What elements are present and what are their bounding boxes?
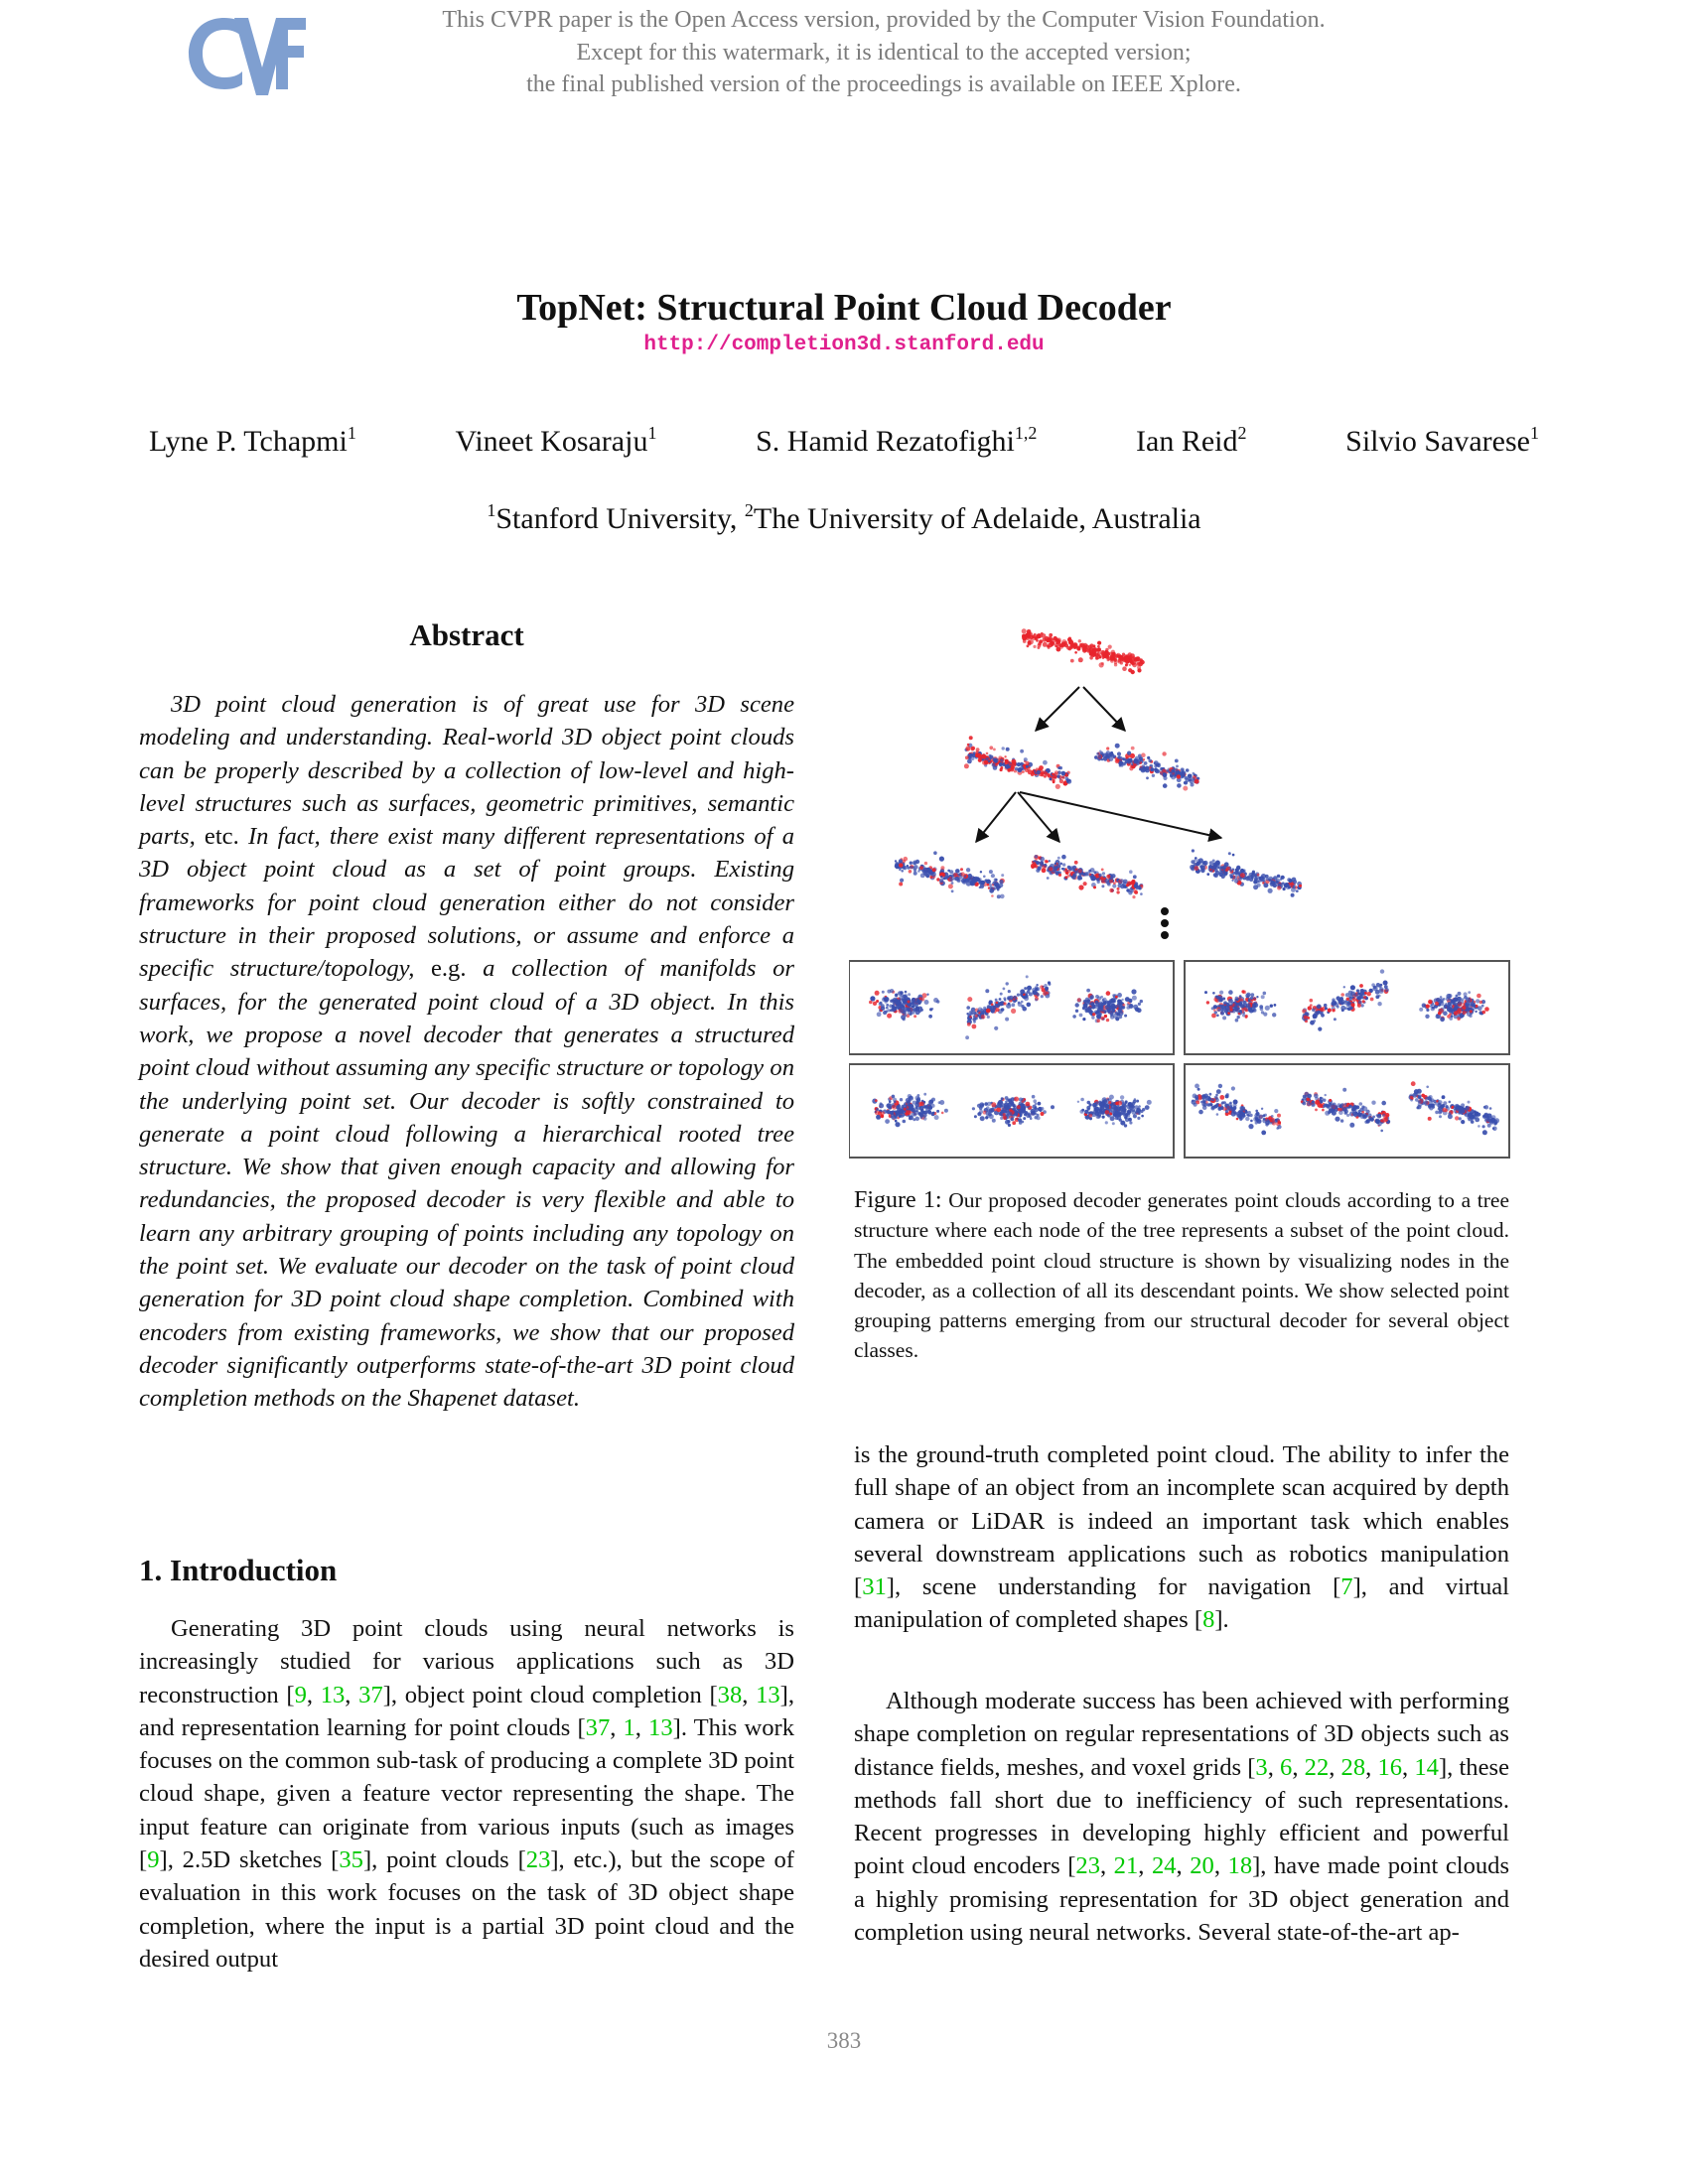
leaf-point-cloud bbox=[1190, 849, 1302, 896]
table-point-cloud bbox=[1419, 991, 1489, 1022]
citation-link[interactable]: 37 bbox=[358, 1681, 383, 1708]
cvf-logo bbox=[185, 12, 308, 97]
tree-edge-arrow bbox=[1036, 687, 1079, 731]
citation-link[interactable]: 21 bbox=[1113, 1852, 1139, 1880]
citation-link[interactable]: 8 bbox=[1202, 1606, 1215, 1634]
airplane-point-cloud bbox=[1301, 1088, 1390, 1133]
citation-link[interactable]: 16 bbox=[1377, 1753, 1403, 1781]
car-point-cloud bbox=[1077, 1095, 1152, 1128]
abstract-heading: Abstract bbox=[409, 617, 524, 652]
leaf-point-cloud bbox=[895, 851, 1005, 898]
node-point-cloud bbox=[1094, 744, 1199, 791]
figure-1-caption: Figure 1: Our proposed decoder generates point clouds according to a tree structure where each node of the tree represents a subset of the point cloud. The embedded point cloud structure is shown by visualizing nodes in the decoder, as a collection of all its descendant points. We show selected point grouping patterns emerging from our structural decoder for several object classes. bbox=[854, 1187, 1509, 1363]
citation-link[interactable]: 23 bbox=[1075, 1852, 1100, 1880]
tree-edge-arrow bbox=[1083, 687, 1125, 731]
airplane-point-cloud bbox=[1409, 1081, 1500, 1135]
table-point-cloud bbox=[1072, 989, 1143, 1023]
open-access-watermark bbox=[377, 4, 1390, 101]
citation-link[interactable]: 24 bbox=[1151, 1852, 1177, 1880]
intro-paragraph: Generating 3D point clouds using neural networks is increasingly studied for various applications such as 3D reconstruction [9, 13, 37], object point cloud completion [38, 13], and representation learning for point clouds [37, 1, 13]. This work focuses on the common sub-task of producing a complete 3D point cloud shape, given a feature vector representing the shape. The input feature can originate from various inputs (such as images [9], 2.5D sketches [35], point clouds [23], etc.), but the scope of evaluation in this work focuses on the task of 3D object shape completion, where the input is a partial 3D point cloud and the desired output bbox=[139, 1615, 795, 1973]
paper-title: TopNet: Structural Point Cloud Decoder bbox=[516, 287, 1172, 329]
citation-link[interactable]: 9 bbox=[294, 1681, 307, 1708]
citation-link[interactable]: 13 bbox=[320, 1681, 346, 1708]
author-list bbox=[149, 425, 1539, 459]
author: S. Hamid Rezatofighi$^{1,2}$ bbox=[756, 423, 1038, 458]
citation-link[interactable]: 35 bbox=[339, 1846, 363, 1874]
citation-link[interactable]: 28 bbox=[1340, 1753, 1366, 1781]
root-point-cloud bbox=[1022, 628, 1145, 674]
citation-link[interactable]: 13 bbox=[648, 1713, 673, 1741]
citation-link[interactable]: 20 bbox=[1190, 1852, 1214, 1880]
leaf-point-cloud bbox=[1031, 855, 1143, 898]
ellipsis-dots bbox=[1161, 907, 1169, 939]
citation-link[interactable]: 31 bbox=[862, 1573, 887, 1601]
citation-link[interactable]: 7 bbox=[1340, 1573, 1353, 1601]
watermark-line-1: This CVPR paper is the Open Access version, provided by the Computer Vision Foundation. bbox=[442, 7, 1326, 33]
citation-link[interactable]: 38 bbox=[717, 1681, 743, 1708]
airplane-point-cloud bbox=[1192, 1084, 1282, 1136]
citation-link[interactable]: 6 bbox=[1280, 1753, 1293, 1781]
watermark-line-3: the final published version of the proceedings is available on IEEE Xplore. bbox=[526, 71, 1241, 97]
project-url[interactable]: http://completion3d.stanford.edu bbox=[643, 334, 1045, 356]
table-point-cloud bbox=[1302, 969, 1389, 1030]
author: Lyne P. Tchapmi$^1$ bbox=[149, 423, 356, 458]
car-point-cloud bbox=[872, 1093, 948, 1128]
right-column-paragraph: is the ground-truth completed point cloud. The ability to infer the full shape of an object from an incomplete scan acquired by depth camera or LiDAR is indeed an important task which enables several downstream applications such as robotics manipulation [31], scene understanding for navigation [7], and virtual manipulation of completed shapes [8]. bbox=[854, 1441, 1510, 1634]
author: Silvio Savarese$^1$ bbox=[1345, 423, 1539, 458]
author: Ian Reid$^2$ bbox=[1136, 423, 1247, 458]
right-column-paragraph: Although moderate success has been achieved with performing shape completion on regular representations of 3D objects such as distance fields, meshes, and voxel grids [3, 6, 22, 28, 16, 14], these methods fall short due to inefficiency of such representations. Recent progresses in developing highly efficient and powerful point cloud encoders [23, 21, 24, 20, 18], have made point clouds a highly promising representation for 3D object generation and completion using neural networks. Several state-of-the-art ap- bbox=[854, 1688, 1510, 1947]
section-heading-introduction: 1. Introduction bbox=[139, 1553, 338, 1587]
citation-link[interactable]: 1 bbox=[623, 1713, 635, 1741]
citation-link[interactable]: 3 bbox=[1255, 1753, 1268, 1781]
citation-link[interactable]: 9 bbox=[147, 1846, 160, 1874]
watermark-line-2: Except for this watermark, it is identical to the accepted version; bbox=[576, 39, 1192, 66]
citation-link[interactable]: 37 bbox=[585, 1713, 611, 1741]
citation-link[interactable]: 13 bbox=[756, 1681, 780, 1708]
citation-link[interactable]: 22 bbox=[1304, 1753, 1330, 1781]
affiliations: $^1$Stanford University, $^2$The University of Adelaide, Australia bbox=[487, 500, 1201, 535]
page-number: 383 bbox=[826, 2028, 862, 2053]
tree-edge-arrow bbox=[976, 792, 1016, 842]
table-point-cloud bbox=[1204, 990, 1276, 1022]
citation-link[interactable]: 14 bbox=[1414, 1753, 1439, 1781]
node-point-cloud bbox=[964, 736, 1071, 789]
author: Vineet Kosaraju$^1$ bbox=[455, 423, 657, 458]
abstract-text: 3D point cloud generation is of great use for 3D scene modeling and understanding. Real-world 3D object point clouds can be properly described by a collection of low-level and high-level structures such as surfaces, geometric primitives, semantic parts, etc. In fact, there exist many different representations of a 3D object point cloud as a set of point groups. Existing frameworks for point cloud generation either do not consider structure in their proposed solutions, or assume and enforce a specific structure/topology, e.g. a collection of manifolds or surfaces, for the generated point cloud of a 3D object. In this work, we propose a novel decoder that generates a structured point cloud without assuming any specific structure or topology on the underlying point set. Our decoder is softly constrained to generate a point cloud following a hierarchical rooted tree structure. We show that given enough capacity and allowing for redundancies, the proposed decoder is very flexible and able to learn any arbitrary grouping of points including any topology on the point set. We evaluate our decoder on the task of point cloud generation for 3D point cloud shape completion. Combined with encoders from existing frameworks, we show that our proposed decoder significantly outperforms state-of-the-art 3D point cloud completion methods on the Shapenet dataset. bbox=[139, 691, 794, 1413]
table-point-cloud bbox=[965, 975, 1051, 1039]
citation-link[interactable]: 18 bbox=[1227, 1852, 1253, 1880]
table-point-cloud bbox=[869, 989, 939, 1021]
car-point-cloud bbox=[972, 1095, 1055, 1127]
citation-link[interactable]: 23 bbox=[525, 1846, 551, 1874]
figure-1-tree-point-clouds bbox=[849, 608, 1514, 1173]
